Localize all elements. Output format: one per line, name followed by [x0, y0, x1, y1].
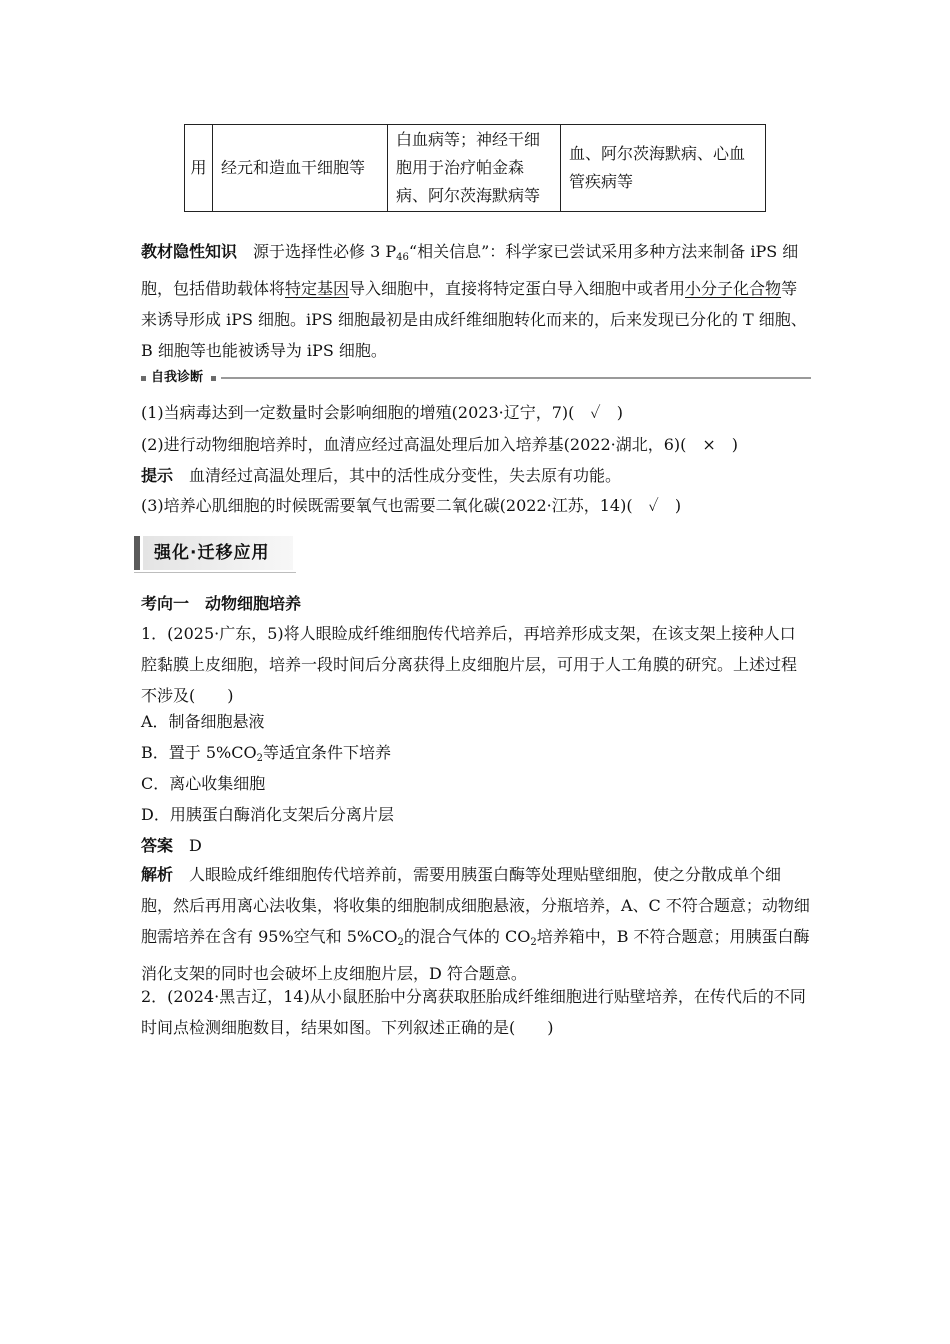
- diagnosis-item: (3)培养心肌细胞的时候既需要氧气也需要二氧化碳(2022·江苏，14)( ✓ ): [141, 496, 682, 515]
- underlined-term: 小分子化合物: [685, 279, 782, 298]
- table-cell: 血、阿尔茨海默病、心血管疾病等: [561, 125, 766, 212]
- text-run: 培养箱中，B 不符合题意；用胰蛋白酶消化支架的同时也会破坏上皮细胞片层，D 符合题意。: [141, 927, 810, 983]
- subscript: 2: [397, 937, 404, 948]
- diagnosis-hint: [141, 460, 621, 491]
- direction-heading: 考向一 动物细胞培养: [141, 594, 302, 613]
- continued-table: [184, 124, 766, 212]
- answer-value: D: [189, 836, 202, 855]
- text-run: 导入细胞中，直接将特定蛋白导入细胞中或者用: [349, 279, 686, 298]
- diagnosis-item: (1)当病毒达到一定数量时会影响细胞的增殖(2023·辽宁，7)( ✓ ): [141, 403, 623, 422]
- question-2-stem: 2．(2024·黑吉辽，14)从小鼠胚胎中分离获取胚胎成纤维细胞进行贴壁培养，在传代后的不同时间点检测细胞数目，结果如图。下列叙述正确的是( ): [141, 987, 806, 1037]
- divider: [221, 377, 811, 379]
- option-d: D．用胰蛋白酶消化支架后分离片层: [141, 805, 394, 824]
- text-run: “相关信息”：科学家已尝试采用多种方法来制备 iPS 细胞，包括借助载体将: [141, 242, 799, 298]
- hidden-knowledge-label: 教材隐性知识: [141, 242, 238, 261]
- answer-label: 答案: [141, 836, 174, 855]
- square-bullet-icon: [141, 376, 146, 381]
- table-cell: 白血病等；神经干细胞用于治疗帕金森病、阿尔茨海默病等: [388, 125, 561, 212]
- subscript: 2: [256, 753, 263, 764]
- text-run: 等适宜条件下培养: [262, 743, 391, 762]
- underlined-term: 特定基因: [285, 279, 350, 298]
- banner-accent-bar: [134, 536, 140, 570]
- self-diagnosis-header: [141, 367, 811, 389]
- section-banner: [134, 536, 296, 570]
- text-run: B．置于 5%CO: [141, 743, 257, 762]
- option-c: C．离心收集细胞: [141, 774, 266, 793]
- text-run: 人眼睑成纤维细胞传代培养前，需要用胰蛋白酶等处理贴壁细胞，使之分散成单个细胞，然后再用离心法收集，将收集的细胞制成细胞悬液，分瓶培养，A、C 不符合题意；动物细胞需培养在含有 95%空气和 5%CO: [141, 865, 810, 946]
- text-run: 的混合气体的 CO: [403, 927, 531, 946]
- answer-line: [141, 830, 202, 861]
- option-a: A．制备细胞悬液: [141, 712, 265, 731]
- text-run: 源于选择性必修 3 P: [253, 242, 397, 261]
- text-run: 等来诱导形成 iPS 细胞。iPS 细胞最初是由成纤维细胞转化而来的，后来发现已分化的 T 细胞、B 细胞等也能被诱导为 iPS 细胞。: [141, 279, 807, 360]
- table-row: [185, 125, 766, 212]
- subscript: 2: [530, 937, 537, 948]
- table-cell: 经元和造血干细胞等: [213, 125, 388, 212]
- banner-underline: [134, 572, 296, 573]
- square-bullet-icon: [211, 376, 216, 381]
- question-1-stem: 1．(2025·广东，5)将人眼睑成纤维细胞传代培养后，再培养形成支架，在该支架上接种人口腔黏膜上皮细胞，培养一段时间后分离获得上皮细胞片层，可用于人工角膜的研究。上述过程不涉及( ): [141, 624, 798, 705]
- hint-text: 血清经过高温处理后，其中的活性成分变性，失去原有功能。: [189, 466, 622, 485]
- subscript: 46: [396, 252, 409, 263]
- hint-label: 提示: [141, 466, 174, 485]
- self-diagnosis-title: 自我诊断: [151, 370, 204, 385]
- diagnosis-item: (2)进行动物细胞培养时，血清应经过高温处理后加入培养基(2022·湖北，6)( × ): [141, 435, 739, 454]
- section-title: 强化·迁移应用: [154, 543, 270, 563]
- analysis-paragraph: [141, 859, 811, 989]
- table-cell: 用: [185, 125, 213, 212]
- analysis-label: 解析: [141, 865, 174, 884]
- hidden-knowledge-paragraph: [141, 236, 811, 366]
